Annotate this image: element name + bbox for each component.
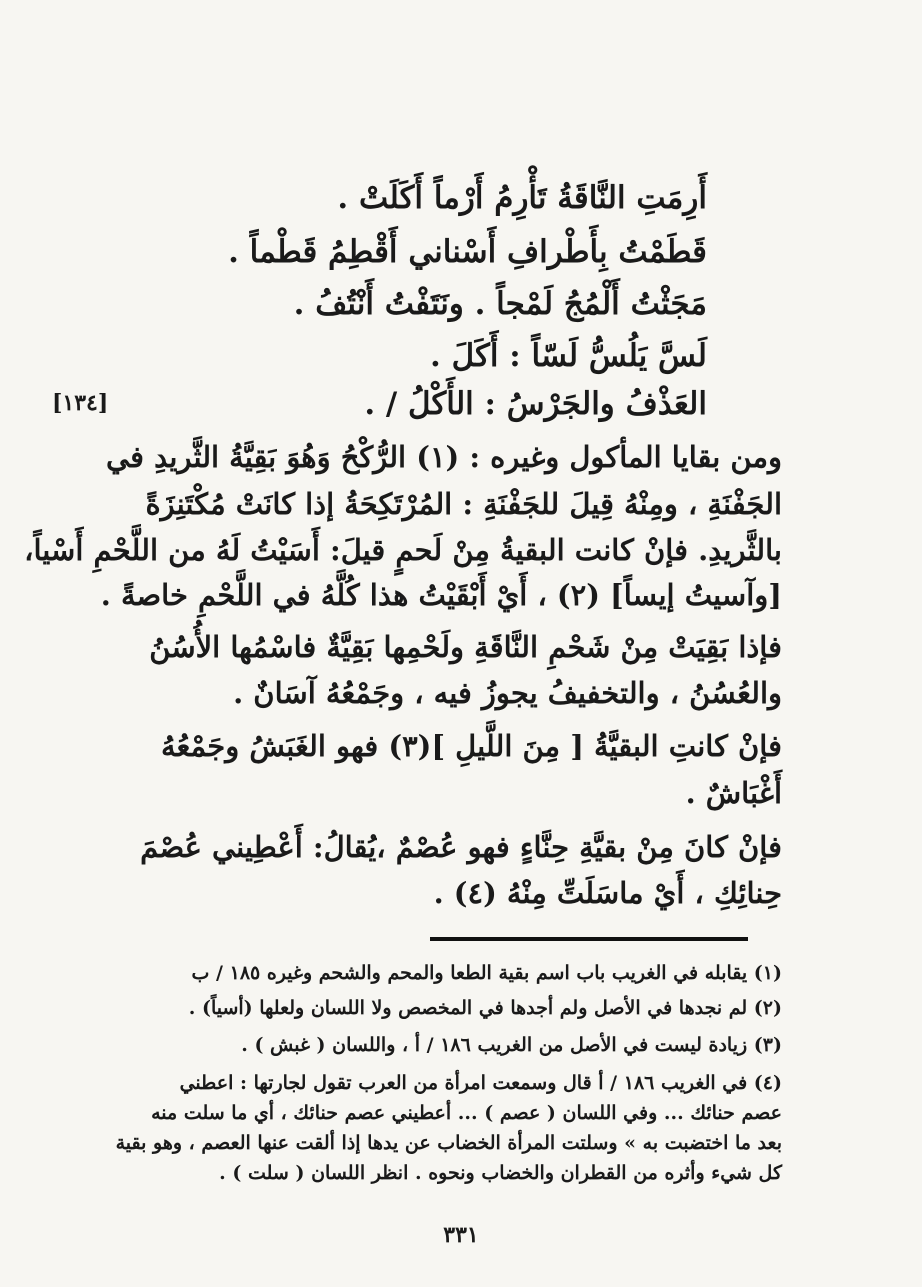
paragraph-1-line-2: الجَفْنَةِ ، ومِنْهُ قِيلَ للجَفْنَةِ : المُرْتَكِحَةُ إذا كانَتْ مُكْتَنِزَةً	[145, 487, 782, 521]
footnote-divider	[430, 937, 748, 941]
footnote-4-line-2: عصم حنائك ... وفي اللسان ( عصم ) ... أعطيني عصم حنائك ، أي ما سلت منه	[151, 1102, 782, 1124]
paragraph-4-line-2: حِنائِكِ ، أَيْ ماسَلَتِّ مِنْهُ (٤) .	[433, 876, 782, 910]
footnote-1: (١) يقابله في الغريب باب اسم بقية الطعا والمحم والشحم وغيره ١٨٥ / ب	[191, 962, 782, 984]
footnote-4-line-1: (٤) في الغريب ١٨٦ / أ قال وسمعت امرأة من العرب تقول لجارتها : اعطني	[179, 1072, 782, 1094]
section-number-marker: [١٣٤]	[52, 390, 109, 416]
verse-line-4: لَسَّ يَلُسُّ لَسّاً : أَكَلَ .	[430, 338, 707, 374]
footnote-4-line-4: كل شيء وأثره من القطران والخضاب ونحوه . انظر اللسان ( سلت ) .	[219, 1162, 782, 1184]
paragraph-4-line-1: فإنْ كانَ مِنْ بقيَّةِ حِنَّاءٍ فهو عُصْمٌ ،يُقالُ: أَعْطِيني عُصْمَ	[140, 830, 782, 864]
paragraph-3-line-2: أَغْبَاشٌ .	[685, 776, 782, 810]
page-number: ٣٣١	[443, 1222, 479, 1248]
paragraph-1-line-1: ومن بقايا المأكول وغيره : (١) الرُّكْحُ وَهُوَ بَقِيَّةُ الثَّريدِ في	[106, 440, 782, 474]
paragraph-1-line-4: [وآسيتُ إيساً] (٢) ، أَيْ أَبْقَيْتُ هذا كُلَّهُ في اللَّحْمِ خاصةً .	[100, 578, 782, 612]
paragraph-3-line-1: فإنْ كانتِ البقيَّةُ [ مِنَ اللَّيلِ ](٣) فهو الغَبَشُ وجَمْعُهُ	[161, 729, 782, 763]
footnote-4-line-3: بعد ما اختضبت به » وسلتت المرأة الخضاب عن يدها إذا ألقت عنها العصم ، وهو بقية	[115, 1132, 782, 1154]
verse-line-1: أَرِمَتِ النَّاقَةُ تَأْرِمُ أَرْماً أَكَلَتْ .	[337, 180, 707, 216]
verse-line-3: مَجَثْتُ أَلْمُجُ لَمْجاً . ونَتَفْتُ أَنْتُفُ .	[293, 286, 707, 322]
paragraph-2-line-1: فإذا بَقِيَتْ مِنْ شَحْمِ النَّاقَةِ ولَحْمِها بَقِيَّةٌ فاسْمُها الأُسُنُ	[149, 630, 782, 664]
verse-line-5: العَذْفُ والجَرْسُ : الأَكْلُ / .	[364, 386, 707, 422]
footnote-2: (٢) لم نجدها في الأصل ولم أجدها في المخصص ولا اللسان ولعلها (أسياً) .	[188, 997, 782, 1019]
paragraph-2-line-2: والعُسُنُ ، والتخفيفُ يجوزُ فيه ، وجَمْعُهُ آسَانٌ .	[233, 676, 782, 710]
paragraph-1-line-3: بالثَّريدِ. فإنْ كانت البقيةُ مِنْ لَحمٍ قيلَ: أَسَيْتُ لَهُ من اللَّحْمِ أَسْياً،	[24, 533, 782, 567]
verse-line-2: قَطَمْتُ بِأَطْرافِ أَسْناني أَقْطِمُ قَطْماً .	[228, 234, 707, 270]
footnote-3: (٣) زيادة ليست في الأصل من الغريب ١٨٦ / أ ، واللسان ( غبش ) .	[241, 1034, 782, 1056]
